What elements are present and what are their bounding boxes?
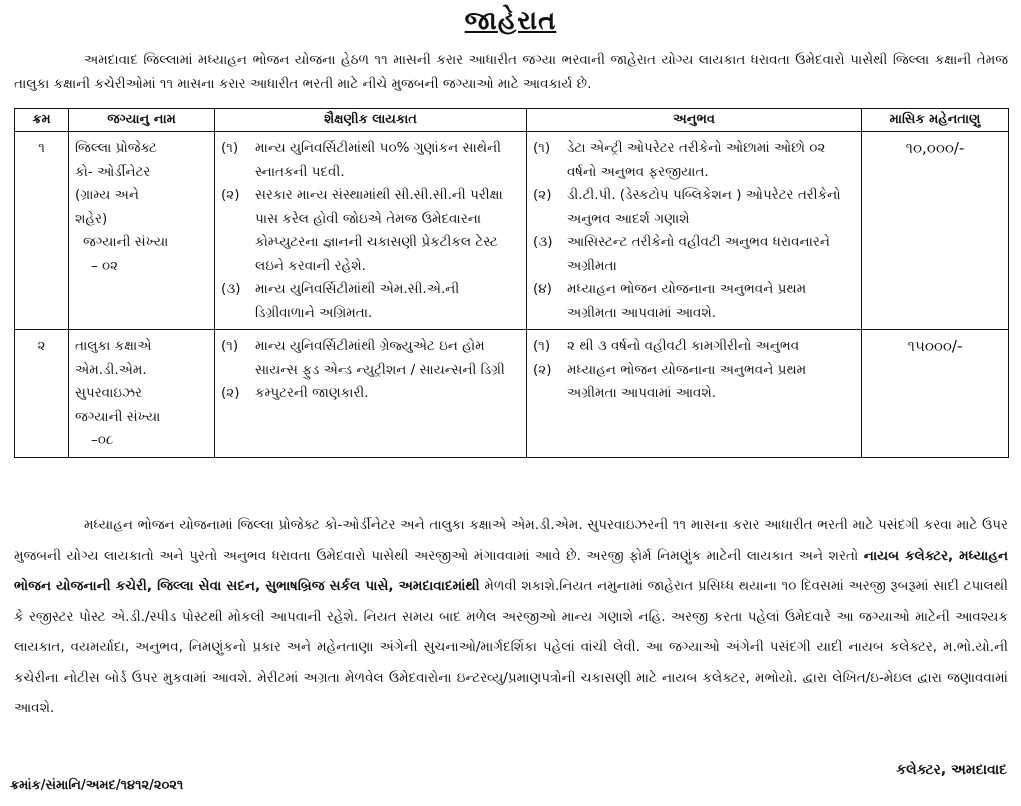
intro-paragraph: અમદાવાદ જિલ્લામાં મધ્યાહન ભોજન યોજના હેઠળ ૧૧ માસની કરાર આધારીત જગ્યા ભરવાની જાહેરાત યોગ્ય લાયકાત ધરાવતા ઉમેદવારો પાસેથી જિલ્લા કક્ષાની તેમજ તાલુકા કક્ષાની કચેરીઓમાં ૧૧ માસના કરાર આધારીત ભરતી માટે નીચે મુજબની જગ્યાઓ માટે આવકાર્ય છે. [14,52,1008,92]
post-name-line: જગ્યાની સંખ્યા [83,234,169,250]
post-name-line: – ૦૨ [91,257,119,274]
list-item: (૧) માન્ય યુનિવર્સિટીમાંથી ૫૦% ગુણાંકન સાથેની સ્નાતકની પદવી. [221,140,502,180]
instructions-text-continued: મેળવી શકાશે.નિયત નમુનામાં જાહેરાત પ્રસિધ્ધ થયાના ૧૦ દિવસમાં અરજી રૂબરૂમાં સાદી ટપાલથી કે રજીસ્ટર પોસ્ટ એ.ડી./સ્પીડ પોસ્ટથી મોકલી આપવાની રહેશે. નિયત સમય બાદ મળેલ અરજીઓ માન્ય ગણાશે નહિ. અરજી કરતા પહેલાં ઉમેદવારે આ જગ્યાઓ માટેની આવશ્યક લાયકાત, વયમર્યાદા, અનુભવ, નિમણુંકનો પ્રકાર અને મહેનતાણા અંગેની સુચનાઓ/માર્ગદર્શિકા પહેલાં વાંચી લેવી. આ જગ્યાઓ અંગેની પસંદગી યાદી નાયબ કલેક્ટર, મ.ભો.યો.ની કચેરીના નોટીસ બોર્ડ ઉપર મુકવામાં આવશે. મેરીટમાં અગ્રતા મેળવેલ ઉમેદવારોના ઇન્ટરવ્યુ/પ્રમાણપત્રોની ચકાસણી માટે નાયબ કલેક્ટર, મભોયો. દ્વારા લેખિત/ઇ-મેઇલ દ્વારા જણાવવામાં આવશે. [14,578,1008,716]
experience-cell [527,132,862,330]
post-name-line: તાલુકા કક્ષાએ [75,338,152,354]
post-name-cell [69,330,215,458]
instructions-paragraph [14,510,1008,724]
list-item: (૩) માન્ય યુનિવર્સિટીમાંથી એમ.સી.એ.ની ડિગ્રીવાળાને અગ્રિમતા. [221,281,460,321]
table-header-row [15,109,1009,132]
list-item: (૩) આસિસ્ટન્ટ તરીકેનો વહીવટી અનુભવ ધરાવનારને અગ્રીમતા [533,234,830,274]
header-post-name: જગ્યાનુ નામ [69,109,215,132]
list-item: (૨) ડી.ટી.પી. (ડેસ્કટોપ પબ્લિકેશન ) ઓપરેટર તરીકેનો અનુભવ આદર્શ ગણાશે [533,187,841,227]
monthly-pay-cell: ૧૫૦૦૦/- [862,330,1009,458]
vacancy-table [14,108,1009,458]
header-serial: ક્રમ [15,109,69,132]
list-item: (૨) મધ્યાહન ભોજન યોજનાના અનુભવને પ્રથમ અગ્રીમતા આપવામાં આવશે. [533,361,807,401]
list-item: (૨) સરકાર માન્ય સંસ્થામાંથી સી.સી.સી.ની પરીક્ષા પાસ કરેલ હોવી જોઇએ તેમજ ઉમેદવારના કોમ્પ્યુટરના જ્ઞાનની ચકાસણી પ્રેકટીકલ ટેસ્ટ લઇને કરવાની રહેશે. [221,187,503,274]
office-address: નાયબ કલેક્ટર, મધ્યાહન ભોજન યોજનાની કચેરી, જિલ્લા સેવા સદન, સુભાષબ્રિજ સર્કલ પાસે, અમદાવાદમાંથી [14,547,1009,594]
list-item: (૨) કમ્પુટરની જાણકારી. [221,385,369,401]
post-name-line: જગ્યાની સંખ્યા [75,408,161,425]
table-row [15,330,1009,458]
post-name-line: શહેર) [75,210,108,227]
signature: કલેક્ટર, અમદાવાદ [896,762,1007,778]
post-name-line: (ગ્રામ્ય અને [75,187,139,203]
table-row [15,132,1009,330]
header-monthly-pay: માસિક મહેનતાણુ [862,109,1009,132]
list-item: (૧) માન્ય યુનિવર્સિટીમાંથી ગ્રેજ્યુએટ ઇન હોમ સાયન્સ ફુડ એન્ડ ન્યુટ્રીશન / સાયન્સની ડિગ્રી [221,338,505,378]
monthly-pay-cell: ૧૦,૦૦૦/- [862,132,1009,330]
post-name-line: જિલ્લા પ્રોજેક્ટ [75,140,157,156]
header-qualification: શૈક્ષણીક લાયકાત [215,109,527,132]
row-serial: ૧ [15,132,69,330]
qualification-cell [215,132,527,330]
list-item: (૧) ૨ થી ૩ વર્ષનો વહીવટી કામગીરીનો અનુભવ [533,338,800,354]
post-name-line: કો- ઓર્ડીનેટર [75,163,151,180]
header-experience: અનુભવ [527,109,862,132]
reference-number: ક્રમાંક/સંમાનિ/અમદ/૧૪૧૨/૨૦૨૧ [10,778,184,793]
post-name-line: સુપરવાઇઝર [75,385,142,401]
qualification-cell [215,330,527,458]
post-name-cell [69,132,215,330]
instructions-text: મધ્યાહન ભોજન યોજનામાં જિલ્લા પ્રોજેક્ટ કો-ઓર્ડીનેટર અને તાલુકા કક્ષાએ એમ.ડી.એમ. સુપરવાઇઝરની ૧૧ માસના કરાર આધારીત ભરતી માટે પસંદગી કરવા માટે ઉપર મુજબની યોગ્ય લાયકાતો અને પુરતો અનુભવ ધરાવતા ઉમેદવારો પાસેથી અરજીઓ મંગાવવામાં આવે છે. અરજી ફોર્મ નિમણુંક માટેની લાયકાત અને શરતો [14,517,1008,564]
experience-cell [527,330,862,458]
row-serial: ૨ [15,330,69,458]
list-item: (૧) ડેટા એન્ટ્રી ઓપરેટર તરીકેનો ઓછામાં ઓછો ૦૨ વર્ષનો અનુભવ ફરજીયાત. [533,140,826,180]
page-title: જાહેરાત [464,6,557,36]
list-item: (૪) મધ્યાહન ભોજન યોજનાના અનુભવને પ્રથમ અગ્રીમતા આપવામાં આવશે. [533,281,807,321]
post-name-line: –૦૮ [91,432,114,448]
post-name-line: એમ.ડી.એમ. [75,361,147,378]
